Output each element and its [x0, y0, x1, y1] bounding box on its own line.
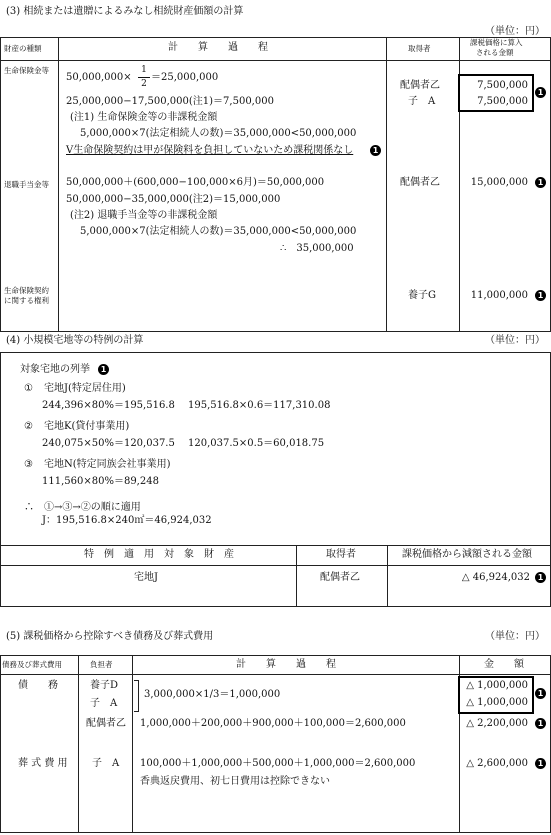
- s4-item3-calc: 111,560×80%＝89,248: [42, 476, 159, 487]
- s5-debt-payer1: 養子D: [90, 680, 119, 691]
- s4-item2-calc-b: 120,037.5×0.5＝60,018.75: [188, 438, 325, 449]
- s3-life-heir1: 配偶者乙: [400, 80, 440, 91]
- s5-funeral-label: 葬 式 費 用: [18, 758, 68, 769]
- check-mark-icon: 1: [535, 177, 546, 188]
- s5-header-calc: 計 算 過 程: [236, 659, 336, 670]
- section5-title: (5) 課税価格から控除すべき債務及び葬式費用: [6, 631, 214, 642]
- section3-title: (3) 相続または遺贈によるみなし相続財産価額の計算: [6, 6, 244, 17]
- s3-retire-line5: ∴ 35,000,000: [280, 243, 354, 254]
- s5-debt-calc2: 1,000,000＋200,000＋900,000＋100,000＝2,600,000: [140, 718, 406, 729]
- s5-funeral-calc2: 香典返戻費用、初七日費用は控除できない: [140, 776, 330, 787]
- s5-debt-amt3: △ 2,200,000: [466, 718, 528, 729]
- s5-debt-amt2: △ 1,000,000: [466, 697, 528, 708]
- s3-life-amt2: 7,500,000: [477, 96, 528, 107]
- s4-list-title: 対象宅地の列挙: [20, 364, 90, 375]
- s5-header-amount: 金 額: [484, 659, 524, 670]
- s4-header-prop: 特 例 適 用 対 象 財 産: [84, 549, 234, 560]
- s4-row-amt: △ 46,924,032: [461, 572, 530, 583]
- check-mark-icon: 1: [535, 290, 546, 301]
- s4-item3-num: ③: [24, 459, 33, 470]
- s3-life-line2: 25,000,000−17,500,000(注1)＝7,500,000: [66, 96, 274, 107]
- s3-contract-label1: 生命保険契約: [4, 286, 49, 295]
- s3-contract-label2: に関する権利: [4, 296, 49, 305]
- s4-row-prop: 宅地J: [134, 572, 159, 583]
- s5-debt-amt1: △ 1,000,000: [466, 680, 528, 691]
- s4-row-heir: 配偶者乙: [320, 572, 360, 583]
- s4-item2-title: 宅地K(貸付事業用): [44, 421, 130, 432]
- s4-item1-calc-b: 195,516.8×0.6＝117,310.08: [188, 400, 331, 411]
- s5-funeral-payer: 子 A: [92, 758, 120, 769]
- s3-header-kind: 財産の種類: [4, 44, 42, 53]
- s4-item2-num: ②: [24, 421, 33, 432]
- s4-header-amount: 課税価格から減額される金額: [402, 549, 532, 560]
- check-mark-icon: 1: [535, 87, 546, 98]
- check-mark-icon: 1: [535, 718, 546, 729]
- s3-header-amount-1: 課税価格に算入: [470, 38, 523, 47]
- s4-header-heir: 取得者: [326, 549, 356, 560]
- s4-item1-num: ①: [24, 383, 33, 394]
- s3-life-calc-post: ＝25,000,000: [151, 72, 219, 83]
- s3-header-amount-2: される金額: [476, 48, 514, 57]
- s3-retire-heir: 配偶者乙: [400, 177, 440, 188]
- s3-retire-label: 退職手当金等: [4, 180, 49, 189]
- section5-unit: （単位：円）: [485, 631, 545, 642]
- s3-retire-line3: (注2) 退職手当金等の非課税金額: [70, 210, 218, 221]
- s3-retire-line1: 50,000,000＋(600,000−100,000×6月)＝50,000,000: [66, 177, 325, 188]
- s3-life-line5: V生命保険契約は甲が保険料を負担していないため課税関係なし: [66, 145, 354, 156]
- s3-retire-line4: 5,000,000×7(法定相続人の数)＝35,000,000<50,000,000: [80, 226, 357, 237]
- section3-unit: （単位：円）: [485, 26, 545, 37]
- s3-contract-heir: 養子G: [408, 290, 436, 301]
- section4-unit: （単位：円）: [485, 335, 545, 346]
- s3-life-frac-den: 2: [141, 79, 147, 89]
- s5-funeral-amt: △ 2,600,000: [466, 758, 528, 769]
- check-mark-icon: 1: [370, 145, 381, 156]
- check-mark-icon: 1: [535, 688, 546, 699]
- s4-item2-calc-a: 240,075×50%＝120,037.5: [42, 438, 175, 449]
- s3-life-heir2: 子 A: [408, 96, 436, 107]
- s3-life-line4: 5,000,000×7(法定相続人の数)＝35,000,000<50,000,000: [80, 128, 357, 139]
- s5-debt-payer3: 配偶者乙: [86, 718, 126, 729]
- brace-icon: [134, 680, 139, 712]
- s3-retire-line2: 50,000,000−35,000,000(注2)＝15,000,000: [66, 194, 281, 205]
- s5-debt-calc1: 3,000,000×1/3＝1,000,000: [144, 689, 281, 700]
- s3-life-frac-num: 1: [141, 65, 147, 75]
- s5-funeral-calc1: 100,000＋1,000,000＋500,000＋1,000,000＝2,600,000: [140, 758, 416, 769]
- s5-header-kind: 債務及び葬式費用: [2, 660, 62, 669]
- s3-life-label: 生命保険金等: [4, 66, 49, 75]
- s5-header-payer: 負担者: [90, 660, 113, 669]
- s5-debt-payer2: 子 A: [90, 698, 118, 709]
- s3-life-calc-pre: 50,000,000×: [66, 72, 132, 83]
- s3-life-line3: (注1) 生命保険金等の非課税金額: [70, 112, 218, 123]
- s4-item1-title: 宅地J(特定居住用): [44, 383, 126, 394]
- s3-life-amt1: 7,500,000: [477, 80, 528, 91]
- s3-contract-amt: 11,000,000: [470, 290, 528, 301]
- s4-conclusion-1: ∴ ①→③→②の順に適用: [24, 502, 141, 513]
- s3-header-heir: 取得者: [408, 44, 431, 53]
- s3-header-calc: 計 算 過 程: [168, 42, 268, 53]
- s5-debt-label: 債 務: [18, 680, 58, 691]
- check-mark-icon: 1: [535, 758, 546, 769]
- s4-conclusion-2: J：195,516.8×240㎡＝46,924,032: [42, 515, 212, 526]
- s4-item1-calc-a: 244,396×80%＝195,516.8: [42, 400, 175, 411]
- section4-title: (4) 小規模宅地等の特例の計算: [6, 335, 144, 346]
- check-mark-icon: 1: [98, 364, 109, 375]
- check-mark-icon: 1: [535, 572, 546, 583]
- s3-retire-amt: 15,000,000: [470, 177, 528, 188]
- s4-item3-title: 宅地N(特定同族会社事業用): [44, 459, 171, 470]
